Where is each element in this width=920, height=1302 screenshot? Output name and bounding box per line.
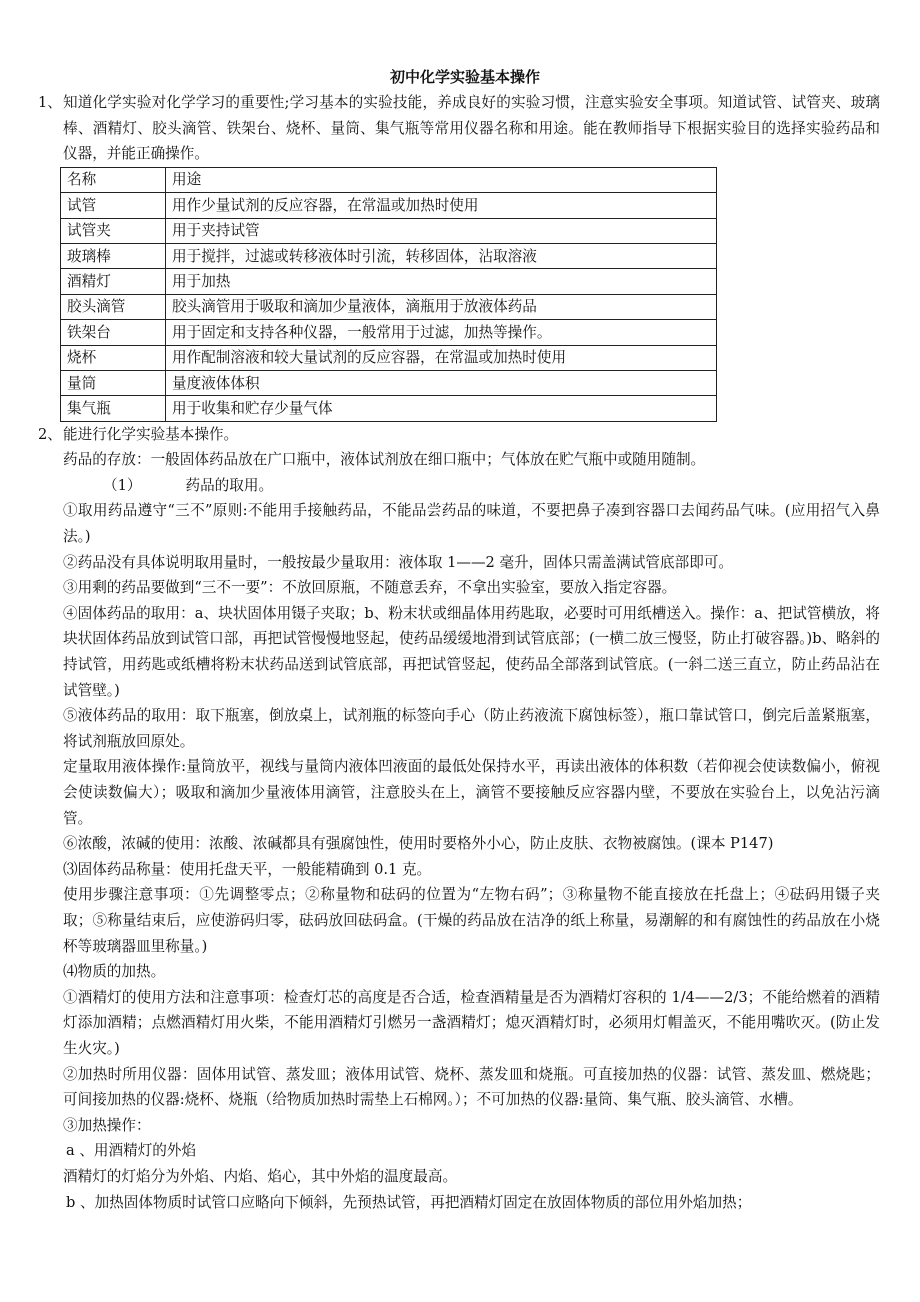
paragraph-heating-heading: ⑷物质的加热。 [63, 963, 166, 981]
section-2 [0, 422, 920, 448]
table-row [61, 269, 717, 294]
table-row [61, 396, 717, 421]
table-row [61, 370, 717, 395]
table-cell-use: 用作配制溶液和较大量试剂的反应容器，在常温或加热时使用 [166, 345, 717, 370]
table-cell-name: 胶头滴管 [61, 294, 166, 319]
instrument-table [60, 167, 717, 422]
paragraph-rule-3: ③用剩的药品要做到“三不一要”：不放回原瓶，不随意丢弃，不拿出实验室，要放入指定容器。 [63, 579, 677, 597]
section-2-text: 能进行化学实验基本操作。 [63, 425, 239, 443]
table-cell-name: 铁架台 [61, 320, 166, 345]
paragraph-rule-1: ①取用药品遵守“三不”原则:不能用手接触药品，不能品尝药品的味道，不要把鼻子凑到容器口去闻药品气味。(应用招气入鼻法。) [63, 502, 880, 546]
table-cell-use: 用于固定和支持各种仪器，一般常用于过滤，加热等操作。 [166, 320, 717, 345]
table-cell-use: 胶头滴管用于吸取和滴加少量液体，滴瓶用于放液体药品 [166, 294, 717, 319]
subheading-number: （1） [103, 476, 142, 494]
table-cell-use: 量度液体体积 [166, 370, 717, 395]
paragraph-flame-zones: 酒精灯的灯焰分为外焰、内焰、焰心，其中外焰的温度最高。 [63, 1167, 458, 1185]
section-2-number: 2、 [38, 425, 62, 443]
table-cell-use: 用于夹持试管 [166, 218, 717, 243]
paragraph-heating-operation: ③加热操作： [63, 1116, 151, 1134]
table-cell-use: 用于收集和贮存少量气体 [166, 396, 717, 421]
paragraph-weighing: ⑶固体药品称量：使用托盘天平，一般能精确到 0.1 克。 [63, 860, 432, 878]
paragraph-rule-6: ⑥浓酸，浓碱的使用：浓酸、浓碱都具有强腐蚀性，使用时要格外小心，防止皮肤、衣物被腐蚀。(课本 P147) [63, 835, 774, 853]
paragraph-weighing-steps: 使用步骤注意事项：①先调整零点；②称量物和砝码的位置为“左物右码”；③称量物不能直接放在托盘上；④砝码用镊子夹取；⑤称量结束后，应使游码归零，砝码放回砝码盒。(干燥的药品放在洁净的纸上称量，易潮解的和有腐蚀性的药品放在小烧杯等玻璃器皿里称量。) [63, 886, 880, 955]
table-cell-name: 量筒 [61, 370, 166, 395]
document-page [0, 64, 920, 1215]
table-cell-use: 用作少量试剂的反应容器，在常温或加热时使用 [166, 193, 717, 218]
paragraph-heating-instruments: ②加热时所用仪器：固体用试管、蒸发皿；液体用试管、烧杯、蒸发皿和烧瓶。可直接加热的仪器：试管、蒸发皿、燃烧匙；可间接加热的仪器:烧杯、烧瓶（给物质加热时需垫上石棉网。）；不可加热的仪器:量筒、集气瓶、胶头滴管、水槽。 [63, 1065, 880, 1109]
table-cell-use: 用于加热 [166, 269, 717, 294]
paragraph-rule-5: ⑤液体药品的取用：取下瓶塞，倒放桌上，试剂瓶的标签向手心（防止药液流下腐蚀标签），瓶口靠试管口，倒完后盖紧瓶塞，将试剂瓶放回原处。 [63, 707, 880, 750]
section-1 [0, 90, 920, 167]
document-title: 初中化学实验基本操作 [389, 68, 540, 86]
table-cell-name: 试管夹 [61, 218, 166, 243]
table-row [61, 345, 717, 370]
paragraph-storage: 药品的存放：一般固体药品放在广口瓶中，液体试剂放在细口瓶中；气体放在贮气瓶中或随用随制。 [63, 451, 706, 469]
section-1-text: 知道化学实验对化学学习的重要性;学习基本的实验技能，养成良好的实验习惯，注意实验安全事项。知道试管、试管夹、玻璃棒、酒精灯、胶头滴管、铁架台、烧杯、量筒、集气瓶等常用仪器名称和用途。能在教师指导下根据实验目的选择实验药品和仪器，并能正确操作。 [63, 94, 880, 163]
paragraph-rule-2: ②药品没有具体说明取用量时，一般按最少量取用：液体取 1——2 毫升，固体只需盖满试管底部即可。 [63, 553, 733, 571]
paragraph-heating-solid: b 、加热固体物质时试管口应略向下倾斜，先预热试管，再把酒精灯固定在放固体物质的部位用外焰加热； [66, 1193, 752, 1211]
subheading-text: 药品的取用。 [185, 476, 274, 494]
paragraph-alcohol-lamp: ①酒精灯的使用方法和注意事项：检查灯芯的高度是否合适，检查酒精量是否为酒精灯容积的 1/4——2/3；不能给燃着的酒精灯添加酒精；点燃酒精灯用火柴，不能用酒精灯引燃另一盏酒精灯；熄灭酒精灯时，必须用灯帽盖灭，不能用嘴吹灭。(防止发生火灾。) [63, 988, 880, 1057]
table-row [61, 320, 717, 345]
table-cell-name: 玻璃棒 [61, 243, 166, 268]
table-cell-name: 集气瓶 [61, 396, 166, 421]
paragraph-rule-4: ④固体药品的取用：a、块状固体用镊子夹取；b、粉末状或细晶体用药匙取，必要时可用纸槽送入。操作：a、把试管横放，将块状固体药品放到试管口部，再把试管慢慢地竖起，使药品缓缓地滑到试管底部；(一横二放三慢竖，防止打破容器。)b、略斜的持试管，用药匙或纸槽将粉末状药品送到试管底部，再把试管竖起，使药品全部落到试管底。(一斜二送三直立，防止药品沾在试管壁。) [63, 604, 880, 699]
table-row [61, 243, 717, 268]
section-1-number: 1、 [38, 94, 62, 111]
paragraph-outer-flame: a 、用酒精灯的外焰 [66, 1142, 197, 1160]
subheading-taking-reagents [0, 473, 920, 499]
table-header-row [61, 167, 717, 192]
table-row [61, 218, 717, 243]
table-cell-name: 试管 [61, 193, 166, 218]
table-header-use: 用途 [166, 167, 717, 192]
table-cell-name: 酒精灯 [61, 269, 166, 294]
table-cell-use: 用于搅拌，过滤或转移液体时引流，转移固体，沾取溶液 [166, 243, 717, 268]
table-header-name: 名称 [61, 167, 166, 192]
paragraph-liquid-measure: 定量取用液体操作:量筒放平，视线与量筒内液体凹液面的最低处保持水平，再读出液体的体积数（若仰视会使读数偏小，俯视会使读数偏大）；吸取和滴加少量液体用滴管，注意胶头在上，滴管不要接触反应容器内壁，不要放在实验台上，以免沾污滴管。 [63, 758, 880, 827]
table-cell-name: 烧杯 [61, 345, 166, 370]
table-row [61, 193, 717, 218]
table-row [61, 294, 717, 319]
